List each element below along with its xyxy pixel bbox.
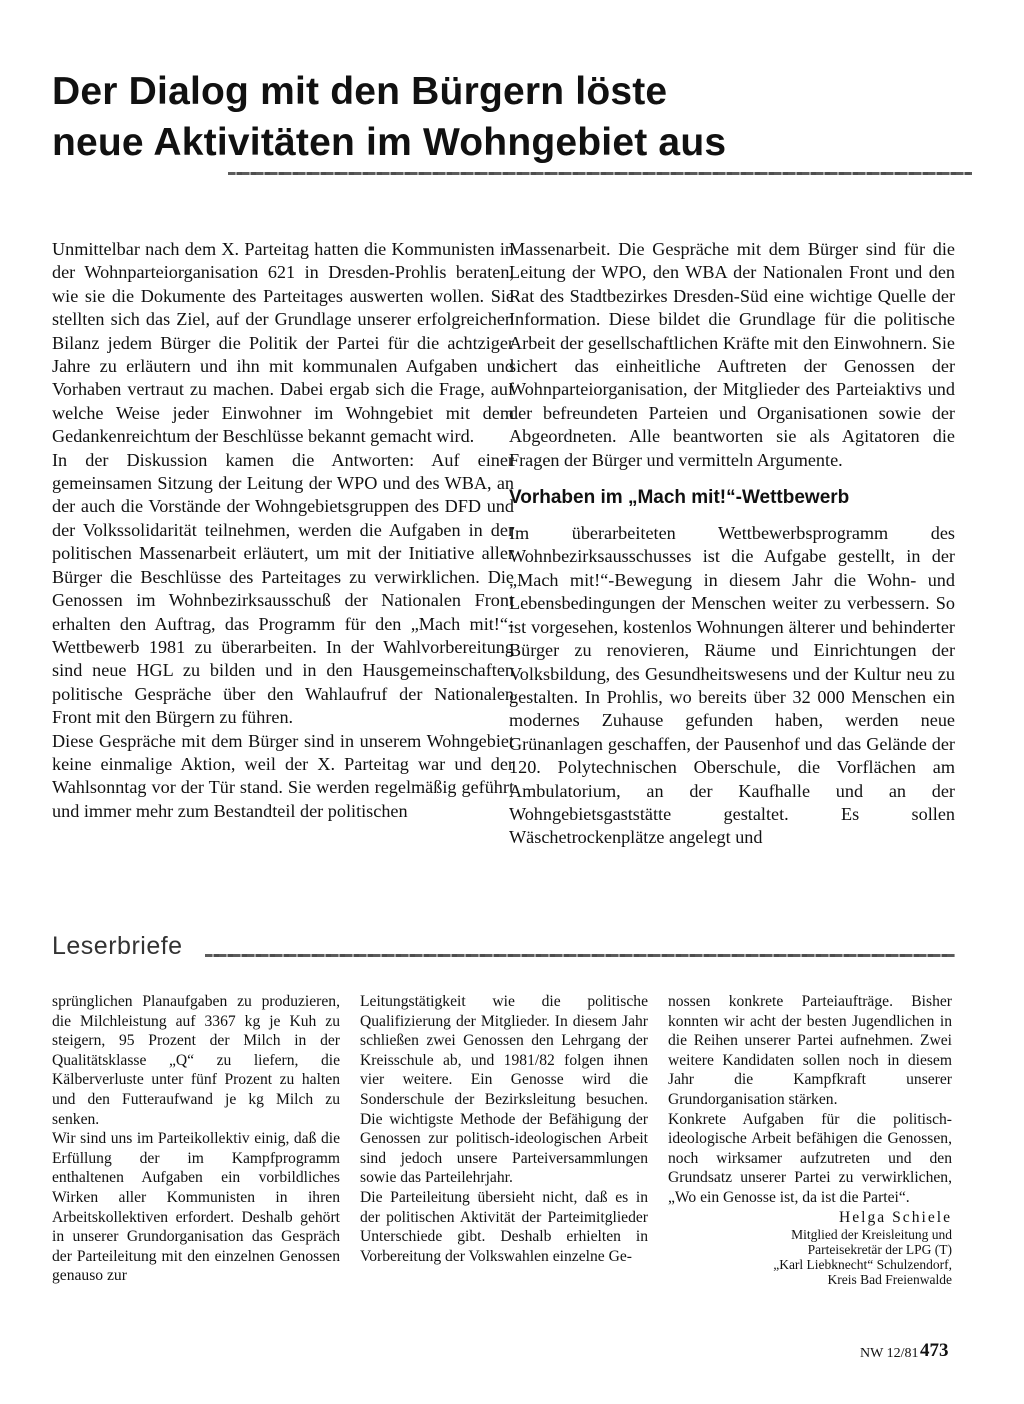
letter-paragraph: sprünglichen Planaufgaben zu produzieren, die Milchleistung auf 3367 kg je Kuh zu steigern, 95 Prozent der Milch in der Qualitätsklasse „Q“ zu liefern, die Kälberverluste unter fünf Prozent zu halten und den Futteraufwand je kg Milch zu senken. (52, 993, 340, 1128)
section-divider (205, 954, 955, 957)
article-paragraph: Im überarbeiteten Wettbewerbsprogramm des Wohnbezirksausschusses ist die Aufgabe gestellt, in der „Mach mit!“-Bewegung in diesem Jahr die Wohn- und Lebensbedingungen der Menschen weiter zu verbessern. So ist vorgesehen, kostenlos Wohnungen älterer und behinderter Bürger zu renovieren, Räume und Einrichtungen der Volksbildung, des Gesundheitswesens und der Kultur neu zu gestalten. In Prohlis, wo bereits über 32 000 Menschen ein modernes Zuhause gefunden haben, werden neue Grünanlagen geschaffen, der Pausenhof und das Gelände der 120. Polytechnischen Oberschule, die Vorflächen am Ambulatorium, an der Kaufhalle und an der Wohngebietsgaststätte gestaltet. Es sollen Wäschetrockenplätze angelegt und (509, 523, 955, 848)
letters-column-2 (360, 992, 648, 1266)
letters-column-1 (52, 992, 340, 1286)
issue-label: NW 12/81 (860, 1346, 919, 1361)
signature-role: Parteisekretär der LPG (T) (807, 1242, 952, 1258)
letters-column-3 (668, 992, 952, 1287)
article-column-2 (509, 238, 955, 850)
article-title-line-2: neue Aktivitäten im Wohngebiet aus (52, 121, 727, 164)
title-divider (228, 172, 972, 175)
page-number: 473 (920, 1340, 949, 1361)
article-paragraph: In der Diskussion kamen die Antworten: Auf einer gemeinsamen Sitzung der Leitung der WPO und des WBA, an der auch die Vorstände der Wohngebietsgruppen des DFD und der Volkssolidarität teilnehmen, werden die Aufgaben in der politischen Massenarbeit erläutert, um mit der Initiative aller Bürger die Beschlüsse des Parteitages zu verwirklichen. Die Genossen im Wohnbezirksausschuß der Nationalen Front erhalten den Auftrag, das Programm für den „Mach mit!“-Wettbewerb 1981 zu überarbeiten. In der Wahlvorbereitung sind neue HGL zu bilden und in den Hausgemeinschaften politische Gespräche über den Wahlaufruf der Nationalen Front mit den Bürgern zu führen. (52, 449, 514, 728)
section-label: Leserbriefe (52, 932, 183, 960)
article-title-line-1: Der Dialog mit den Bürgern löste (52, 70, 668, 113)
letter-paragraph: nossen konkrete Parteiaufträge. Bisher konnten wir acht der besten Jugendlichen in die Reihen unserer Partei aufnehmen. Zwei weitere Kandidaten sollen noch in diesem Jahr die Kampfkraft unserer Grundorganisation stärken. (668, 993, 952, 1108)
letter-paragraph: Konkrete Aufgaben für die politisch-ideologische Arbeit befähigen die Genossen, noch wirksamer aufzutreten und den Grundsatz unserer Partei zu verwirklichen, „Wo ein Genosse ist, da ist die Partei“. (668, 1110, 952, 1206)
signature-name: Helga Schiele (838, 1208, 952, 1226)
article-paragraph: Massenarbeit. Die Gespräche mit dem Bürger sind für die Leitung der WPO, den WBA der Nationalen Front und den Rat des Stadtbezirkes Dresden-Süd eine wichtige Quelle der Information. Diese bildet die Grundlage für die politische Arbeit der gesellschaftlichen Kräfte mit den Einwohnern. Sie sichert das einheitliche Auftreten der Genossen der Wohnparteiorganisation, der Mitglieder des Parteiaktivs und der befreundeten Parteien und Organisationen sowie der Abgeordneten. Alle beantworten sie als Agitatoren die Fragen der Bürger und vermitteln Argumente. (509, 239, 955, 470)
article-title (52, 66, 972, 168)
article-column-1 (52, 238, 514, 823)
article-subheading: Vorhaben im „Mach mit!“-Wettbewerb (509, 487, 850, 509)
letter-paragraph: Die Parteileitung übersieht nicht, daß es in der politischen Aktivität der Parteimitglieder Unterschiede gibt. Deshalb erhielten in Vorbereitung der Volkswahlen einzelne Ge- (360, 1188, 648, 1265)
letter-paragraph: Wir sind uns im Parteikollektiv einig, daß die Erfüllung der im Kampfprogramm enthaltenen Aufgaben ein vorbildliches Wirken aller Kommunisten in ihren Arbeitskollektiven erfordert. Deshalb gehört in unserer Grundorganisation das Gespräch der Parteileitung mit den einzelnen Genossen genauso zur (52, 1130, 340, 1285)
article-paragraph: Unmittelbar nach dem X. Parteitag hatten die Kommunisten in der Wohnparteiorganisation 621 in Dresden-Prohlis beraten, wie sie die Dokumente des Parteitages auswerten wollen. Sie stellten sich das Ziel, auf der Grundlage unserer erfolgreichen Bilanz jedem Bürger die Politik der Partei für die achtziger Jahre zu erläutern und ihn mit kommunalen Aufgaben und Vorhaben vertraut zu machen. Dabei ergab sich die Frage, auf welche Weise jeder Einwohner im Wohngebiet mit dem Gedankenreichtum der Beschlüsse bekannt gemacht wird. (52, 239, 514, 447)
article-paragraph: Diese Gespräche mit dem Bürger sind in unserem Wohngebiet keine einmalige Aktion, weil der X. Parteitag war und der Wahlsonntag vor der Tür stand. Sie werden regelmäßig geführt und immer mehr zum Bestandteil der politischen (52, 730, 514, 821)
letter-paragraph: Leitungstätigkeit wie die politische Qualifizierung der Mitglieder. In diesem Jahr schließen zwei Genossen den Lehrgang der Kreisschule ab, und 1981/82 folgen ihnen vier weitere. Ein Genosse wird die Sonderschule der Bezirksleitung besuchen. Die wichtigste Methode der Befähigung der Genossen zur politisch-ideologischen Arbeit sind jedoch unsere Parteiversammlungen sowie das Parteilehrjahr. (360, 993, 648, 1187)
signature-role: „Karl Liebknecht“ Schulzendorf, (773, 1257, 952, 1273)
signature-role: Kreis Bad Freienwalde (827, 1272, 952, 1288)
signature-role: Mitglied der Kreisleitung und (791, 1227, 952, 1243)
